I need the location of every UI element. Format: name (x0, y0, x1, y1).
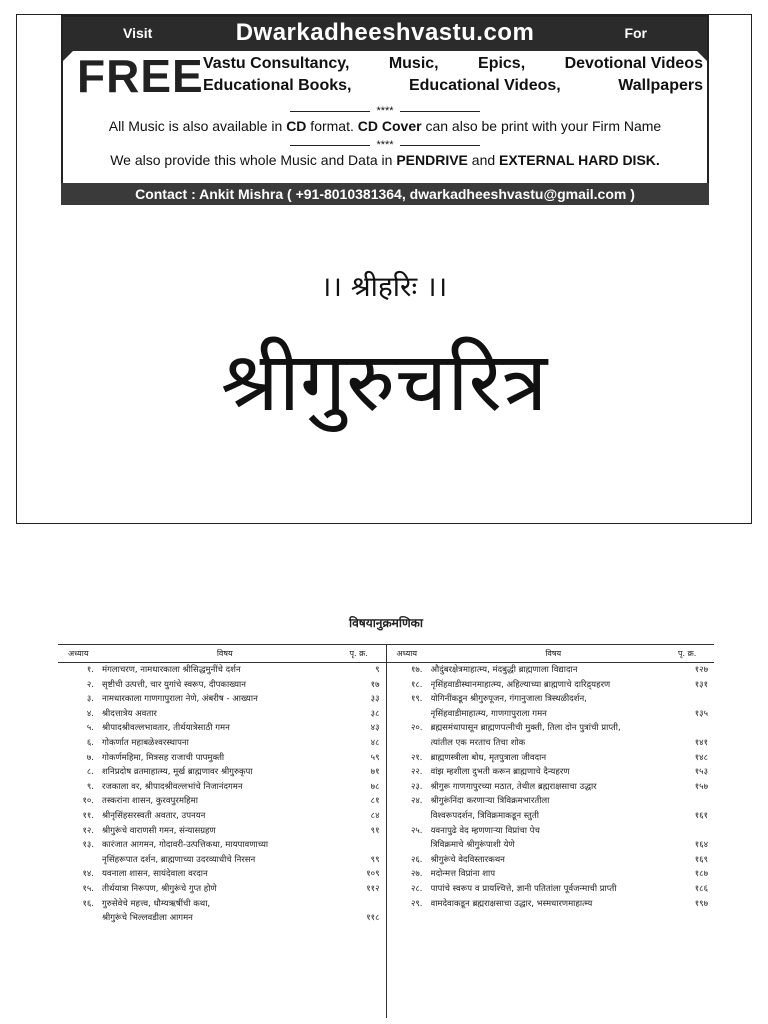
index-row (58, 882, 386, 897)
index-row (58, 751, 386, 766)
banner-visit: Visit (123, 25, 153, 41)
service-item: Vastu Consultancy, (203, 55, 350, 72)
column-header (387, 647, 715, 663)
banner-for: For (624, 25, 647, 41)
header-adhyay: अध्याय (68, 649, 89, 658)
chapter-page: ११२ (366, 883, 380, 894)
chapter-subject: कारंजात आगमन, गोदावरी-उत्पत्तिकथा, मायपावणाच्या (102, 840, 269, 851)
chapter-page: १६१ (694, 810, 708, 821)
index-row (387, 853, 715, 868)
chapter-page: ४८ (370, 737, 380, 748)
index-row (387, 824, 715, 839)
chapter-page: ११८ (366, 913, 380, 924)
services-line-1 (203, 53, 703, 75)
chapter-number: २८. (410, 883, 423, 894)
chapter-number: १०. (82, 796, 94, 807)
chapter-page: १५७ (694, 781, 708, 792)
index-row (387, 897, 715, 912)
index-row (387, 736, 715, 751)
separator (63, 105, 707, 117)
chapter-subject: तीर्थयात्रा निरूपण, श्रीगुरूंचे गुप्त होणे (102, 883, 217, 894)
chapter-number (387, 736, 431, 751)
chapter-page: ३८ (370, 708, 380, 719)
chapter-page: १०९ (366, 869, 380, 880)
index-rows-left (58, 663, 386, 926)
chapter-subject: श्रीगुरूंचे वाराणसी गमन, संन्यासग्रहण (102, 825, 216, 836)
music-text: can also be print with your Firm Name (421, 118, 662, 134)
chapter-page: ३३ (370, 694, 380, 705)
separator-line (400, 145, 480, 146)
chapter-number: २४. (410, 796, 423, 807)
pendrive-label: PENDRIVE (396, 152, 468, 168)
chapter-number: २३. (410, 781, 423, 792)
chapter-subject: नृसिंहवाडीमाहात्म्य, गाणगापुराला गमन (430, 708, 547, 719)
chapter-subject: रजकाला वर, श्रीपादश्रीवल्लभांचे निजानंदगमन (102, 781, 243, 792)
chapter-subject: तस्करांना शासन, कुरवपुरमहिमा (102, 796, 198, 807)
index-row (387, 678, 715, 693)
chapter-number: १८. (410, 679, 423, 690)
chapter-subject: औदुंबरक्षेत्रमाहात्म्य, मंदबुद्धी ब्राह्मणाला विद्यादान (430, 665, 578, 675)
chapter-number: २२. (410, 767, 423, 778)
chapter-page: १९७ (694, 898, 708, 909)
chapter-subject: श्रीगुरू गाणगापुरच्या मठात, तेथील ब्रह्मराक्षसाचा उद्धार (430, 781, 597, 792)
chapter-subject: श्रीदत्तात्रेय अवतार (102, 708, 157, 719)
chapter-number: २५. (410, 825, 423, 836)
chapter-number: ७. (86, 752, 94, 763)
index-row (387, 794, 715, 809)
chapter-number: २६. (410, 854, 423, 865)
index-row (387, 809, 715, 824)
index-row (58, 853, 386, 868)
index-row (387, 838, 715, 853)
chapter-number: ४. (86, 708, 94, 719)
index-column-right (386, 645, 715, 1018)
separator (63, 139, 707, 151)
chapter-number: १७. (410, 665, 423, 675)
index-row (58, 707, 386, 722)
chapter-number: ११. (82, 810, 94, 821)
index-row (58, 809, 386, 824)
chapter-page: ४३ (370, 723, 380, 734)
chapter-number: १५. (82, 883, 94, 894)
index-title: विषयानुक्रमणिका (349, 616, 423, 630)
index-row (387, 721, 715, 736)
chapter-page: ७१ (370, 767, 380, 778)
cd-cover-text: CD Cover (357, 118, 422, 134)
chapter-subject: नामधारकाला गाणगापुराला नेणे, अंबरीष - आख्यान (102, 694, 258, 705)
index-row (387, 663, 715, 678)
chapter-page: १८७ (694, 869, 708, 880)
chapter-subject: सृष्टीची उत्पत्ती, चार युगांचे स्वरूप, दीपकाख्यान (102, 679, 246, 690)
cover-page (16, 14, 752, 524)
index-row (58, 678, 386, 693)
chapter-subject: त्यांतील एक मरताच तिचा शोक (430, 737, 526, 748)
chapter-subject: नृसिंहरूपात दर्शन, ब्राह्मणाच्या उदरव्याधीचे निरसन (102, 854, 256, 865)
chapter-subject: मदोन्मत्त विप्रांना शाप (430, 869, 496, 880)
music-text: All Music is also available in (108, 118, 287, 134)
chapter-number: १. (86, 665, 94, 675)
service-item: Educational Videos, (408, 77, 561, 94)
chapter-page: १३१ (694, 679, 708, 690)
header-vishay: विषय (216, 649, 233, 658)
chapter-subject: श्रीगुरूंचे वेदविस्तारकथन (430, 854, 505, 865)
chapter-page: ९ (375, 665, 380, 675)
index-row (387, 765, 715, 780)
chapter-subject: ब्रह्मसमंधापासून ब्राह्मणपत्नीची मुक्ती, तिला दोन पुत्रांची प्राप्ती, (430, 723, 621, 734)
chapter-subject: श्रीपादश्रीवल्लभावतार, तीर्थयात्रेसाठी गमन (102, 723, 230, 734)
banner-header (63, 17, 707, 51)
chapter-subject: योगिनींकडून श्रीगुरुपूजन, गंगानुजाला त्रिस्थळीदर्शन, (430, 694, 587, 705)
chapter-number: २९. (410, 898, 423, 909)
pendrive-text: and (467, 152, 500, 168)
service-item: Epics, (478, 55, 526, 72)
chapter-subject: गोकर्णात महाबळेश्वरस्थापना (102, 737, 189, 748)
chapter-subject: गोकर्णमहिमा, मित्रसह राजाची पापमुक्ती (102, 752, 225, 763)
chapter-number (387, 838, 431, 853)
chapter-number (387, 707, 431, 722)
index-table (58, 644, 714, 1018)
index-row (58, 780, 386, 795)
index-row (58, 824, 386, 839)
index-row (58, 765, 386, 780)
chapter-subject: श्रीनृसिंहसरस्वती अवतार, उपनयन (102, 810, 206, 821)
chapter-subject: गुरुसेवेचे महत्त्व, धौम्यऋषींची कथा, (102, 898, 211, 909)
chapter-page: १४१ (694, 737, 708, 748)
separator-line (290, 145, 370, 146)
cd-text: CD (286, 118, 307, 134)
service-item: Devotional Videos (564, 55, 703, 72)
chapter-page (678, 794, 714, 809)
pendrive-info (63, 151, 707, 169)
chapter-page: १७ (370, 679, 380, 690)
chapter-subject: श्रीगुरूंचे भिल्लवडीला आगमन (102, 913, 193, 924)
chapter-number (58, 911, 102, 926)
chapter-number: ६. (86, 737, 94, 748)
advert-banner (61, 15, 709, 205)
book-title: श्रीगुरुचरित्र (220, 335, 548, 430)
index-row (58, 736, 386, 751)
banner-website: Dwarkadheeshvastu.com (235, 19, 535, 46)
index-row (58, 911, 386, 926)
chapter-number (387, 809, 431, 824)
chapter-page: ८१ (370, 796, 380, 807)
pendrive-text: We also provide this whole Music and Data in (110, 152, 397, 168)
chapter-page (350, 897, 386, 912)
chapter-subject: ब्राह्मणस्त्रीला बोध, मृतपुत्राला जीवदान (430, 752, 547, 763)
index-rows-right (387, 663, 715, 911)
chapter-page: ५९ (370, 752, 380, 763)
chapter-page (678, 692, 714, 707)
header-page: पृ. क्र. (678, 649, 697, 658)
chapter-number: १२. (82, 825, 94, 836)
chapter-subject: श्रीगुरूंनिंदा करणाऱ्या त्रिविक्रमभारतीला (430, 796, 550, 807)
music-text: format. (306, 118, 358, 134)
index-row (387, 692, 715, 707)
contact-bar: Contact : Ankit Mishra ( +91-8010381364, dwarkadheeshvastu@gmail.com ) (61, 183, 709, 205)
services-list (203, 53, 703, 97)
chapter-number: ३. (86, 694, 94, 705)
separator-stars: **** (376, 105, 394, 117)
chapter-subject: यवनाला शासन, सायंदेवाला वरदान (102, 869, 208, 880)
music-info (63, 117, 707, 135)
invocation-heading: ।। श्रीहरिः ।। (320, 270, 448, 303)
chapter-number: २१. (410, 752, 423, 763)
chapter-number: १४. (82, 869, 94, 880)
chapter-page: १४८ (694, 752, 708, 763)
separator-line (290, 111, 370, 112)
chapter-subject: त्रिविक्रमाचे श्रीगुरूंपाशी येणे (430, 840, 515, 851)
header-vishay: विषय (545, 649, 562, 658)
services-line-2 (203, 75, 703, 97)
chapter-page (350, 838, 386, 853)
chapter-page: १६९ (694, 854, 708, 865)
column-header (58, 647, 386, 663)
hdd-label: EXTERNAL HARD DISK. (499, 152, 660, 168)
chapter-number: २. (86, 679, 94, 690)
index-row (387, 780, 715, 795)
chapter-page: ८४ (370, 810, 380, 821)
chapter-page: १३५ (694, 708, 708, 719)
index-row (58, 867, 386, 882)
chapter-page: १५३ (694, 767, 708, 778)
chapter-number: १९. (410, 694, 423, 705)
chapter-subject: मंगलाचरण, नामधारकाला श्रीसिद्धमुनींचे दर्शन (102, 665, 241, 675)
chapter-page (678, 721, 714, 736)
service-item: Wallpapers (618, 77, 703, 94)
chapter-page: १२७ (694, 665, 708, 675)
index-page (58, 618, 714, 1018)
free-heading: FREE (77, 50, 204, 102)
chapter-subject: यवनापुढे वेद म्हणणाऱ्या विप्रांचा पेच (430, 825, 540, 836)
chapter-number: २०. (410, 723, 423, 734)
index-row (58, 838, 386, 853)
header-page: पृ. क्र. (349, 649, 368, 658)
index-row (58, 721, 386, 736)
chapter-number: ५. (86, 723, 94, 734)
index-row (58, 897, 386, 912)
chapter-page (678, 824, 714, 839)
index-row (387, 882, 715, 897)
free-row (63, 51, 707, 101)
index-row (58, 692, 386, 707)
chapter-subject: विश्वरूपदर्शन, त्रिविक्रमाकडून स्तुती (430, 810, 539, 821)
service-item: Educational Books, (203, 77, 352, 94)
chapter-subject: पापांचे स्वरूप व प्रायश्चित्ते, ज्ञानी पतितांला पूर्वजन्माची प्राप्ती (430, 883, 617, 894)
chapter-page: ९१ (370, 825, 380, 836)
chapter-page: ९९ (370, 854, 380, 865)
chapter-subject: वांझ म्हशीला दुभती करून ब्राह्मणाचे दैन्यहरण (430, 767, 570, 778)
index-row (58, 663, 386, 678)
chapter-subject: नृसिंहवाडीस्थानमाहात्म्य, अहिल्याच्या ब्राह्मणाचे दारिद्र्यहरण (430, 679, 611, 690)
index-column-left (58, 645, 386, 1018)
chapter-number: २७. (410, 869, 423, 880)
chapter-page: १८६ (694, 883, 708, 894)
index-row (387, 707, 715, 722)
service-item: Music, (388, 55, 439, 72)
index-row (387, 867, 715, 882)
separator-stars: **** (376, 139, 394, 151)
chapter-number (58, 853, 102, 868)
index-row (387, 751, 715, 766)
chapter-number: ८. (86, 767, 94, 778)
chapter-number: १६. (82, 898, 94, 909)
chapter-number: १३. (82, 840, 94, 851)
index-row (58, 794, 386, 809)
chapter-page: १६४ (694, 840, 708, 851)
header-adhyay: अध्याय (396, 649, 417, 658)
chapter-page: ७८ (370, 781, 380, 792)
chapter-number: ९. (86, 781, 94, 792)
chapter-subject: वामदेवाकडून ब्रह्मराक्षसाचा उद्धार, भस्मधारणमाहात्म्य (430, 898, 593, 909)
chapter-subject: शनिप्रदोष व्रतमाहात्म्य, मूर्ख ब्राह्मणावर श्रीगुरुकृपा (102, 767, 253, 778)
separator-line (400, 111, 480, 112)
